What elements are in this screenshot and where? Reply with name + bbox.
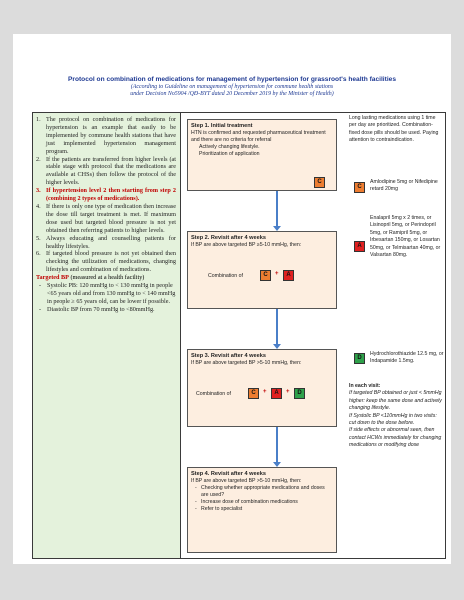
document-subtitle-line1: (According to Guideline on management of hypertension for commune health stations bbox=[130, 84, 334, 90]
legend-c-drugs: Amlodipine 5mg or Nifedipine retard 20mg bbox=[370, 179, 438, 193]
step-1-lifestyle: Actively changing lifestyle. bbox=[199, 144, 260, 150]
step-3-d-square: D bbox=[294, 388, 305, 399]
step-4-title: Step 4. Revisit after 4 weeks bbox=[191, 471, 266, 477]
step-1-priority: Prioritization of application bbox=[199, 151, 260, 157]
notes-column bbox=[33, 113, 181, 558]
targeted-bp-diastolic: - Diastolic BP from 70 mmHg to <80mmHg. bbox=[39, 305, 155, 313]
note-item-4: 4. If there is only one type of medication then increase the dose till target treatment is met. If maximum dose used but targeted blood pressure is not yet obtained then referring patients to higher levels. bbox=[36, 202, 176, 234]
note-item-6: 6. If targeted blood pressure is not yet obtained then checking the utilization of medications, changing lifestyles and combination of medications. bbox=[36, 250, 176, 274]
step-3-condition: If BP are above targeted BP >5-10 mmHg, then: bbox=[191, 360, 302, 366]
legend-c-square: C bbox=[354, 182, 365, 193]
note-item-2: 2. If the patients are transferred from higher levels (at stable stage with protocol that the medications are available at CHSs) then follow the protocol of the higher levels. bbox=[36, 155, 176, 187]
legend-a-square: A bbox=[354, 241, 365, 252]
note-item-1: 1. The protocol on combination of medications for hypertension is an example that easily to be implemented by commune health stations that have just implemented hypertension management program. bbox=[36, 116, 176, 155]
step-3-plus-1: + bbox=[263, 389, 267, 395]
step-2-box bbox=[187, 231, 337, 309]
note-item-5: 5. Always educating and counselling patients for healthy lifestyles. bbox=[36, 234, 176, 250]
arrow-step1-to-step2 bbox=[276, 191, 278, 227]
note-item-3: 3. If hypertension level 2 then starting from step 2 (combining 2 types of medications). bbox=[36, 187, 176, 203]
document-header bbox=[13, 76, 451, 99]
step-3-plus-2: + bbox=[286, 389, 290, 395]
step-4-box bbox=[187, 467, 337, 553]
step-2-condition: If BP are above targeted BP ≥5-10 mmHg, then: bbox=[191, 242, 302, 248]
step-2-c-square: C bbox=[260, 270, 271, 281]
medications-intro: Long lasting medications using 1 time per day are prioritized. Combination-fixed dose pills should be used. Paying attention to contraindication. bbox=[349, 115, 439, 144]
step-1-box bbox=[187, 119, 337, 191]
step-2-plus: + bbox=[275, 271, 279, 277]
legend-d-square: D bbox=[354, 353, 365, 364]
steps-column bbox=[182, 113, 344, 558]
step-2-a-square: A bbox=[283, 270, 294, 281]
document-subtitle-line2: under Decision No5904 /QĐ-BYT dated 20 December 2019 by the Minister of Health) bbox=[130, 91, 334, 98]
targeted-bp-systolic: - Systolic PB: 120 mmHg to < 130 mmHg in people <65 years old and from 130 mmHg to < 140 mmHg in people ≥ 65 years old, can be lower if possible. bbox=[39, 282, 176, 305]
step-3-title: Step 3. Revisit after 4 weeks bbox=[191, 353, 266, 359]
step-2-combination-label: Combination of bbox=[208, 273, 243, 279]
medications-column bbox=[346, 113, 446, 558]
visit-rule-2: If Systolic BP <110mmHg in two visits: cut down to the dose before. bbox=[349, 412, 437, 427]
step-3-c-square: C bbox=[248, 388, 259, 399]
targeted-bp-heading: Targeted BP (measured at a health facility) bbox=[36, 274, 145, 282]
visit-rules-title: In each visit: bbox=[349, 383, 381, 389]
visit-rule-1: If targeted BP obtained or just < 5mmHg higher: keep the same dose and actively changing lifestyle. bbox=[349, 390, 442, 412]
step-4-bullet-1: - Checking whether appropriate medications and doses are used? bbox=[195, 485, 325, 498]
step-2-title: Step 2. Revisit after 4 weeks bbox=[191, 235, 266, 241]
step-4-condition: If BP are above targeted BP >5-10 mmHg, then: bbox=[191, 478, 302, 484]
protocol-frame bbox=[32, 112, 446, 559]
step-3-a-square: A bbox=[271, 388, 282, 399]
legend-d-drugs: Hydrochlorothiazide 12.5 mg, or Indapamide 1.5mg. bbox=[370, 351, 444, 365]
arrow-step3-to-step4 bbox=[276, 427, 278, 463]
document-page bbox=[13, 34, 451, 564]
step-4-bullet-2: - Increase dose of combination medications bbox=[195, 499, 298, 505]
arrow-step2-to-step3 bbox=[276, 309, 278, 345]
visit-rule-3: If side effects or abnormal seen, then contact HCWs immediately for changing medications or modifying dose bbox=[349, 427, 442, 449]
step-1-text: HTN is confirmed and requested pharmaceutical treatment and there are no criteria for referral bbox=[191, 130, 326, 143]
document-title: Protocol on combination of medications for management of hypertension for grassroot's health facilities bbox=[67, 76, 396, 83]
step-4-bullet-3: - Refer to specialist bbox=[195, 506, 243, 512]
legend-a-drugs: Enalapril 5mg x 2 times, or Lisinopril 5mg, or Perindopril 5mg, or Ramipril 5mg, or Irbesartan 150mg, or Losartan 50mg, or Telmisartan 40mg, or Valsartan 80mg. bbox=[370, 215, 441, 259]
step-3-box bbox=[187, 349, 337, 427]
step-1-c-square: C bbox=[314, 177, 325, 188]
step-1-title: Step 1. Initial treatment bbox=[191, 123, 253, 129]
step-3-combination-label: Combination of bbox=[196, 391, 231, 397]
visit-rules bbox=[349, 383, 444, 450]
